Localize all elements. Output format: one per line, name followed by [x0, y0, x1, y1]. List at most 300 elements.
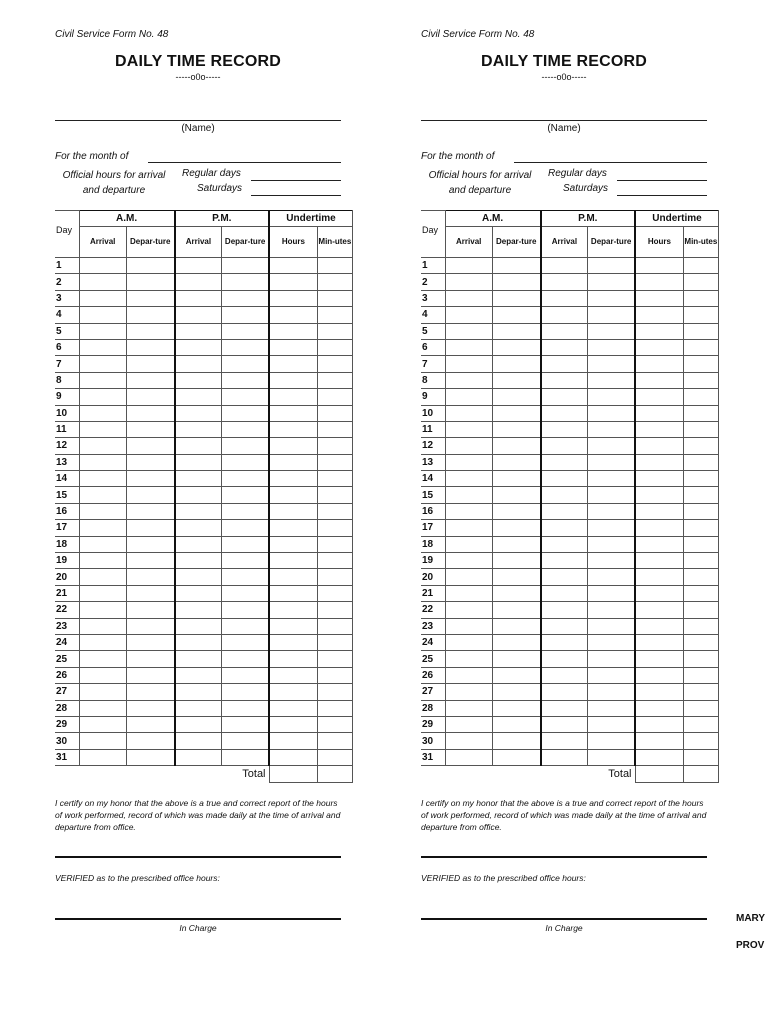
pm-arrival-cell[interactable]	[175, 553, 222, 569]
pm-departure-cell[interactable]	[222, 536, 269, 552]
am-departure-cell[interactable]	[126, 520, 174, 536]
am-arrival-cell[interactable]	[445, 471, 492, 487]
am-departure-cell[interactable]	[492, 421, 540, 437]
undertime-hours-cell[interactable]	[635, 733, 683, 749]
pm-departure-cell[interactable]	[222, 651, 269, 667]
pm-departure-cell[interactable]	[222, 307, 269, 323]
am-arrival-cell[interactable]	[79, 356, 126, 372]
am-arrival-cell[interactable]	[445, 323, 492, 339]
undertime-hours-cell[interactable]	[635, 274, 683, 290]
pm-departure-cell[interactable]	[588, 618, 635, 634]
pm-departure-cell[interactable]	[588, 733, 635, 749]
undertime-hours-cell[interactable]	[635, 503, 683, 519]
undertime-minutes-cell[interactable]	[317, 421, 352, 437]
am-arrival-cell[interactable]	[79, 733, 126, 749]
undertime-minutes-cell[interactable]	[317, 716, 352, 732]
am-departure-cell[interactable]	[492, 389, 540, 405]
am-departure-cell[interactable]	[492, 634, 540, 650]
am-departure-cell[interactable]	[492, 651, 540, 667]
undertime-hours-cell[interactable]	[635, 307, 683, 323]
undertime-hours-cell[interactable]	[635, 405, 683, 421]
undertime-minutes-cell[interactable]	[683, 405, 718, 421]
undertime-hours-cell[interactable]	[269, 323, 317, 339]
pm-departure-cell[interactable]	[588, 634, 635, 650]
am-departure-cell[interactable]	[126, 258, 174, 274]
pm-departure-cell[interactable]	[222, 585, 269, 601]
pm-departure-cell[interactable]	[588, 405, 635, 421]
pm-arrival-cell[interactable]	[175, 716, 222, 732]
am-arrival-cell[interactable]	[445, 651, 492, 667]
undertime-hours-cell[interactable]	[269, 569, 317, 585]
am-departure-cell[interactable]	[126, 553, 174, 569]
pm-departure-cell[interactable]	[222, 569, 269, 585]
undertime-minutes-cell[interactable]	[683, 585, 718, 601]
pm-arrival-cell[interactable]	[541, 602, 588, 618]
pm-departure-cell[interactable]	[222, 700, 269, 716]
am-departure-cell[interactable]	[126, 569, 174, 585]
pm-arrival-cell[interactable]	[175, 487, 222, 503]
pm-arrival-cell[interactable]	[541, 553, 588, 569]
pm-departure-cell[interactable]	[588, 421, 635, 437]
total-hours-cell[interactable]	[635, 766, 683, 783]
pm-departure-cell[interactable]	[222, 323, 269, 339]
am-arrival-cell[interactable]	[79, 602, 126, 618]
pm-departure-cell[interactable]	[588, 339, 635, 355]
am-departure-cell[interactable]	[126, 405, 174, 421]
undertime-hours-cell[interactable]	[635, 258, 683, 274]
undertime-hours-cell[interactable]	[269, 339, 317, 355]
pm-arrival-cell[interactable]	[541, 372, 588, 388]
pm-arrival-cell[interactable]	[541, 569, 588, 585]
undertime-hours-cell[interactable]	[635, 323, 683, 339]
undertime-minutes-cell[interactable]	[317, 667, 352, 683]
am-arrival-cell[interactable]	[79, 372, 126, 388]
undertime-hours-cell[interactable]	[635, 454, 683, 470]
undertime-hours-cell[interactable]	[269, 651, 317, 667]
am-departure-cell[interactable]	[492, 569, 540, 585]
pm-departure-cell[interactable]	[222, 339, 269, 355]
total-minutes-cell[interactable]	[317, 766, 352, 783]
am-arrival-cell[interactable]	[445, 372, 492, 388]
pm-arrival-cell[interactable]	[541, 716, 588, 732]
undertime-hours-cell[interactable]	[269, 733, 317, 749]
undertime-minutes-cell[interactable]	[317, 323, 352, 339]
undertime-minutes-cell[interactable]	[683, 536, 718, 552]
am-arrival-cell[interactable]	[445, 307, 492, 323]
undertime-minutes-cell[interactable]	[317, 520, 352, 536]
regular-days-line[interactable]	[251, 180, 341, 181]
undertime-hours-cell[interactable]	[269, 667, 317, 683]
am-departure-cell[interactable]	[492, 684, 540, 700]
pm-departure-cell[interactable]	[588, 716, 635, 732]
am-departure-cell[interactable]	[126, 716, 174, 732]
am-departure-cell[interactable]	[126, 602, 174, 618]
pm-departure-cell[interactable]	[588, 307, 635, 323]
pm-arrival-cell[interactable]	[175, 454, 222, 470]
undertime-minutes-cell[interactable]	[683, 618, 718, 634]
am-arrival-cell[interactable]	[79, 421, 126, 437]
pm-departure-cell[interactable]	[588, 553, 635, 569]
am-departure-cell[interactable]	[126, 290, 174, 306]
pm-arrival-cell[interactable]	[541, 487, 588, 503]
am-arrival-cell[interactable]	[445, 569, 492, 585]
pm-arrival-cell[interactable]	[175, 274, 222, 290]
undertime-hours-cell[interactable]	[635, 372, 683, 388]
pm-departure-cell[interactable]	[222, 258, 269, 274]
pm-arrival-cell[interactable]	[175, 356, 222, 372]
am-departure-cell[interactable]	[126, 487, 174, 503]
undertime-hours-cell[interactable]	[269, 471, 317, 487]
am-departure-cell[interactable]	[492, 339, 540, 355]
undertime-minutes-cell[interactable]	[683, 323, 718, 339]
undertime-minutes-cell[interactable]	[317, 749, 352, 765]
undertime-minutes-cell[interactable]	[317, 602, 352, 618]
undertime-minutes-cell[interactable]	[683, 651, 718, 667]
pm-arrival-cell[interactable]	[541, 438, 588, 454]
pm-departure-cell[interactable]	[222, 733, 269, 749]
am-arrival-cell[interactable]	[79, 749, 126, 765]
undertime-hours-cell[interactable]	[635, 553, 683, 569]
pm-departure-cell[interactable]	[588, 667, 635, 683]
signature-line[interactable]	[421, 856, 707, 858]
pm-departure-cell[interactable]	[588, 651, 635, 667]
pm-departure-cell[interactable]	[222, 503, 269, 519]
pm-arrival-cell[interactable]	[541, 585, 588, 601]
am-arrival-cell[interactable]	[79, 618, 126, 634]
undertime-minutes-cell[interactable]	[317, 356, 352, 372]
undertime-hours-cell[interactable]	[269, 487, 317, 503]
am-departure-cell[interactable]	[492, 716, 540, 732]
pm-departure-cell[interactable]	[588, 487, 635, 503]
am-arrival-cell[interactable]	[79, 339, 126, 355]
pm-arrival-cell[interactable]	[541, 651, 588, 667]
pm-departure-cell[interactable]	[222, 602, 269, 618]
undertime-minutes-cell[interactable]	[683, 684, 718, 700]
undertime-minutes-cell[interactable]	[317, 553, 352, 569]
undertime-minutes-cell[interactable]	[683, 258, 718, 274]
am-arrival-cell[interactable]	[445, 356, 492, 372]
am-arrival-cell[interactable]	[445, 258, 492, 274]
am-departure-cell[interactable]	[492, 258, 540, 274]
undertime-hours-cell[interactable]	[635, 339, 683, 355]
undertime-minutes-cell[interactable]	[683, 471, 718, 487]
am-departure-cell[interactable]	[492, 438, 540, 454]
am-departure-cell[interactable]	[492, 553, 540, 569]
pm-arrival-cell[interactable]	[175, 471, 222, 487]
undertime-hours-cell[interactable]	[269, 372, 317, 388]
undertime-hours-cell[interactable]	[269, 389, 317, 405]
am-arrival-cell[interactable]	[79, 454, 126, 470]
am-departure-cell[interactable]	[492, 323, 540, 339]
undertime-minutes-cell[interactable]	[683, 438, 718, 454]
am-arrival-cell[interactable]	[79, 290, 126, 306]
am-departure-cell[interactable]	[492, 602, 540, 618]
pm-departure-cell[interactable]	[222, 454, 269, 470]
pm-arrival-cell[interactable]	[175, 520, 222, 536]
pm-departure-cell[interactable]	[222, 634, 269, 650]
undertime-minutes-cell[interactable]	[317, 405, 352, 421]
name-line[interactable]	[421, 120, 707, 121]
am-departure-cell[interactable]	[126, 471, 174, 487]
am-departure-cell[interactable]	[126, 503, 174, 519]
am-arrival-cell[interactable]	[79, 258, 126, 274]
pm-departure-cell[interactable]	[222, 684, 269, 700]
pm-arrival-cell[interactable]	[541, 634, 588, 650]
am-arrival-cell[interactable]	[445, 389, 492, 405]
pm-arrival-cell[interactable]	[175, 503, 222, 519]
am-arrival-cell[interactable]	[445, 339, 492, 355]
undertime-minutes-cell[interactable]	[683, 716, 718, 732]
am-departure-cell[interactable]	[126, 700, 174, 716]
in-charge-signature-line[interactable]	[421, 918, 707, 920]
undertime-minutes-cell[interactable]	[317, 585, 352, 601]
am-arrival-cell[interactable]	[445, 405, 492, 421]
pm-departure-cell[interactable]	[222, 716, 269, 732]
undertime-minutes-cell[interactable]	[683, 372, 718, 388]
am-arrival-cell[interactable]	[79, 569, 126, 585]
am-departure-cell[interactable]	[492, 307, 540, 323]
am-arrival-cell[interactable]	[445, 733, 492, 749]
pm-departure-cell[interactable]	[222, 520, 269, 536]
am-departure-cell[interactable]	[492, 290, 540, 306]
pm-arrival-cell[interactable]	[541, 471, 588, 487]
pm-departure-cell[interactable]	[588, 274, 635, 290]
month-line[interactable]	[148, 162, 341, 163]
undertime-minutes-cell[interactable]	[317, 471, 352, 487]
am-arrival-cell[interactable]	[79, 634, 126, 650]
pm-arrival-cell[interactable]	[541, 290, 588, 306]
am-arrival-cell[interactable]	[79, 323, 126, 339]
am-arrival-cell[interactable]	[79, 471, 126, 487]
signature-line[interactable]	[55, 856, 341, 858]
am-arrival-cell[interactable]	[445, 438, 492, 454]
undertime-minutes-cell[interactable]	[317, 684, 352, 700]
am-departure-cell[interactable]	[126, 307, 174, 323]
pm-arrival-cell[interactable]	[175, 405, 222, 421]
undertime-minutes-cell[interactable]	[683, 520, 718, 536]
undertime-hours-cell[interactable]	[635, 520, 683, 536]
undertime-minutes-cell[interactable]	[317, 454, 352, 470]
am-arrival-cell[interactable]	[79, 536, 126, 552]
pm-departure-cell[interactable]	[222, 356, 269, 372]
pm-departure-cell[interactable]	[588, 602, 635, 618]
pm-departure-cell[interactable]	[222, 667, 269, 683]
undertime-minutes-cell[interactable]	[317, 274, 352, 290]
in-charge-signature-line[interactable]	[55, 918, 341, 920]
undertime-hours-cell[interactable]	[269, 634, 317, 650]
pm-departure-cell[interactable]	[588, 569, 635, 585]
pm-arrival-cell[interactable]	[175, 421, 222, 437]
undertime-hours-cell[interactable]	[635, 438, 683, 454]
undertime-minutes-cell[interactable]	[683, 454, 718, 470]
am-departure-cell[interactable]	[126, 585, 174, 601]
undertime-hours-cell[interactable]	[635, 585, 683, 601]
pm-arrival-cell[interactable]	[541, 684, 588, 700]
pm-arrival-cell[interactable]	[175, 667, 222, 683]
am-arrival-cell[interactable]	[445, 585, 492, 601]
pm-departure-cell[interactable]	[222, 618, 269, 634]
pm-departure-cell[interactable]	[588, 684, 635, 700]
undertime-minutes-cell[interactable]	[683, 389, 718, 405]
am-departure-cell[interactable]	[492, 700, 540, 716]
undertime-minutes-cell[interactable]	[683, 421, 718, 437]
am-arrival-cell[interactable]	[445, 520, 492, 536]
am-departure-cell[interactable]	[126, 733, 174, 749]
am-departure-cell[interactable]	[492, 274, 540, 290]
am-arrival-cell[interactable]	[79, 520, 126, 536]
am-arrival-cell[interactable]	[445, 290, 492, 306]
pm-arrival-cell[interactable]	[175, 536, 222, 552]
pm-departure-cell[interactable]	[222, 471, 269, 487]
saturdays-line[interactable]	[617, 195, 707, 196]
pm-arrival-cell[interactable]	[541, 323, 588, 339]
undertime-minutes-cell[interactable]	[683, 487, 718, 503]
pm-arrival-cell[interactable]	[175, 618, 222, 634]
pm-arrival-cell[interactable]	[541, 749, 588, 765]
am-departure-cell[interactable]	[126, 372, 174, 388]
undertime-hours-cell[interactable]	[635, 487, 683, 503]
am-arrival-cell[interactable]	[445, 684, 492, 700]
am-arrival-cell[interactable]	[445, 667, 492, 683]
undertime-hours-cell[interactable]	[269, 438, 317, 454]
undertime-minutes-cell[interactable]	[683, 749, 718, 765]
undertime-minutes-cell[interactable]	[683, 667, 718, 683]
undertime-hours-cell[interactable]	[269, 356, 317, 372]
pm-arrival-cell[interactable]	[175, 585, 222, 601]
am-arrival-cell[interactable]	[445, 274, 492, 290]
pm-departure-cell[interactable]	[588, 290, 635, 306]
undertime-hours-cell[interactable]	[269, 258, 317, 274]
undertime-minutes-cell[interactable]	[317, 569, 352, 585]
pm-arrival-cell[interactable]	[541, 389, 588, 405]
undertime-minutes-cell[interactable]	[317, 618, 352, 634]
am-arrival-cell[interactable]	[79, 405, 126, 421]
pm-arrival-cell[interactable]	[541, 618, 588, 634]
am-arrival-cell[interactable]	[79, 716, 126, 732]
am-departure-cell[interactable]	[492, 733, 540, 749]
undertime-hours-cell[interactable]	[635, 716, 683, 732]
am-arrival-cell[interactable]	[79, 651, 126, 667]
undertime-hours-cell[interactable]	[635, 536, 683, 552]
am-arrival-cell[interactable]	[445, 716, 492, 732]
undertime-minutes-cell[interactable]	[683, 290, 718, 306]
am-arrival-cell[interactable]	[445, 536, 492, 552]
month-line[interactable]	[514, 162, 707, 163]
total-minutes-cell[interactable]	[683, 766, 718, 783]
undertime-minutes-cell[interactable]	[683, 339, 718, 355]
undertime-minutes-cell[interactable]	[317, 389, 352, 405]
undertime-minutes-cell[interactable]	[683, 733, 718, 749]
am-departure-cell[interactable]	[492, 618, 540, 634]
am-departure-cell[interactable]	[126, 389, 174, 405]
am-departure-cell[interactable]	[492, 454, 540, 470]
am-departure-cell[interactable]	[492, 503, 540, 519]
am-departure-cell[interactable]	[492, 471, 540, 487]
pm-arrival-cell[interactable]	[541, 405, 588, 421]
pm-departure-cell[interactable]	[588, 471, 635, 487]
pm-arrival-cell[interactable]	[175, 602, 222, 618]
pm-arrival-cell[interactable]	[175, 339, 222, 355]
undertime-minutes-cell[interactable]	[317, 307, 352, 323]
am-departure-cell[interactable]	[126, 634, 174, 650]
undertime-minutes-cell[interactable]	[683, 700, 718, 716]
undertime-hours-cell[interactable]	[635, 618, 683, 634]
undertime-minutes-cell[interactable]	[317, 651, 352, 667]
am-departure-cell[interactable]	[126, 339, 174, 355]
undertime-minutes-cell[interactable]	[683, 307, 718, 323]
am-arrival-cell[interactable]	[445, 700, 492, 716]
am-arrival-cell[interactable]	[445, 421, 492, 437]
undertime-hours-cell[interactable]	[269, 602, 317, 618]
am-arrival-cell[interactable]	[79, 274, 126, 290]
undertime-hours-cell[interactable]	[269, 749, 317, 765]
undertime-minutes-cell[interactable]	[683, 274, 718, 290]
undertime-hours-cell[interactable]	[269, 716, 317, 732]
undertime-hours-cell[interactable]	[269, 290, 317, 306]
am-arrival-cell[interactable]	[79, 438, 126, 454]
pm-arrival-cell[interactable]	[541, 421, 588, 437]
pm-arrival-cell[interactable]	[541, 520, 588, 536]
undertime-hours-cell[interactable]	[269, 405, 317, 421]
undertime-hours-cell[interactable]	[269, 618, 317, 634]
undertime-minutes-cell[interactable]	[317, 339, 352, 355]
pm-arrival-cell[interactable]	[541, 536, 588, 552]
am-arrival-cell[interactable]	[79, 585, 126, 601]
undertime-minutes-cell[interactable]	[683, 634, 718, 650]
undertime-minutes-cell[interactable]	[317, 700, 352, 716]
undertime-hours-cell[interactable]	[269, 585, 317, 601]
am-arrival-cell[interactable]	[79, 503, 126, 519]
pm-arrival-cell[interactable]	[175, 733, 222, 749]
undertime-hours-cell[interactable]	[635, 634, 683, 650]
pm-departure-cell[interactable]	[588, 323, 635, 339]
am-arrival-cell[interactable]	[445, 487, 492, 503]
am-arrival-cell[interactable]	[445, 749, 492, 765]
undertime-hours-cell[interactable]	[635, 290, 683, 306]
pm-departure-cell[interactable]	[588, 520, 635, 536]
pm-departure-cell[interactable]	[588, 700, 635, 716]
undertime-minutes-cell[interactable]	[317, 290, 352, 306]
undertime-hours-cell[interactable]	[635, 749, 683, 765]
pm-departure-cell[interactable]	[222, 274, 269, 290]
am-arrival-cell[interactable]	[79, 389, 126, 405]
am-arrival-cell[interactable]	[445, 503, 492, 519]
pm-arrival-cell[interactable]	[541, 356, 588, 372]
pm-arrival-cell[interactable]	[541, 700, 588, 716]
pm-departure-cell[interactable]	[588, 536, 635, 552]
pm-arrival-cell[interactable]	[175, 634, 222, 650]
undertime-minutes-cell[interactable]	[317, 438, 352, 454]
name-line[interactable]	[55, 120, 341, 121]
am-departure-cell[interactable]	[126, 274, 174, 290]
undertime-hours-cell[interactable]	[635, 602, 683, 618]
pm-arrival-cell[interactable]	[175, 569, 222, 585]
pm-arrival-cell[interactable]	[541, 258, 588, 274]
pm-arrival-cell[interactable]	[175, 290, 222, 306]
pm-arrival-cell[interactable]	[541, 503, 588, 519]
saturdays-line[interactable]	[251, 195, 341, 196]
am-departure-cell[interactable]	[492, 372, 540, 388]
pm-arrival-cell[interactable]	[541, 307, 588, 323]
undertime-hours-cell[interactable]	[635, 700, 683, 716]
pm-arrival-cell[interactable]	[541, 274, 588, 290]
pm-departure-cell[interactable]	[588, 389, 635, 405]
pm-departure-cell[interactable]	[588, 258, 635, 274]
undertime-hours-cell[interactable]	[269, 307, 317, 323]
am-departure-cell[interactable]	[126, 421, 174, 437]
am-arrival-cell[interactable]	[79, 667, 126, 683]
am-departure-cell[interactable]	[492, 356, 540, 372]
